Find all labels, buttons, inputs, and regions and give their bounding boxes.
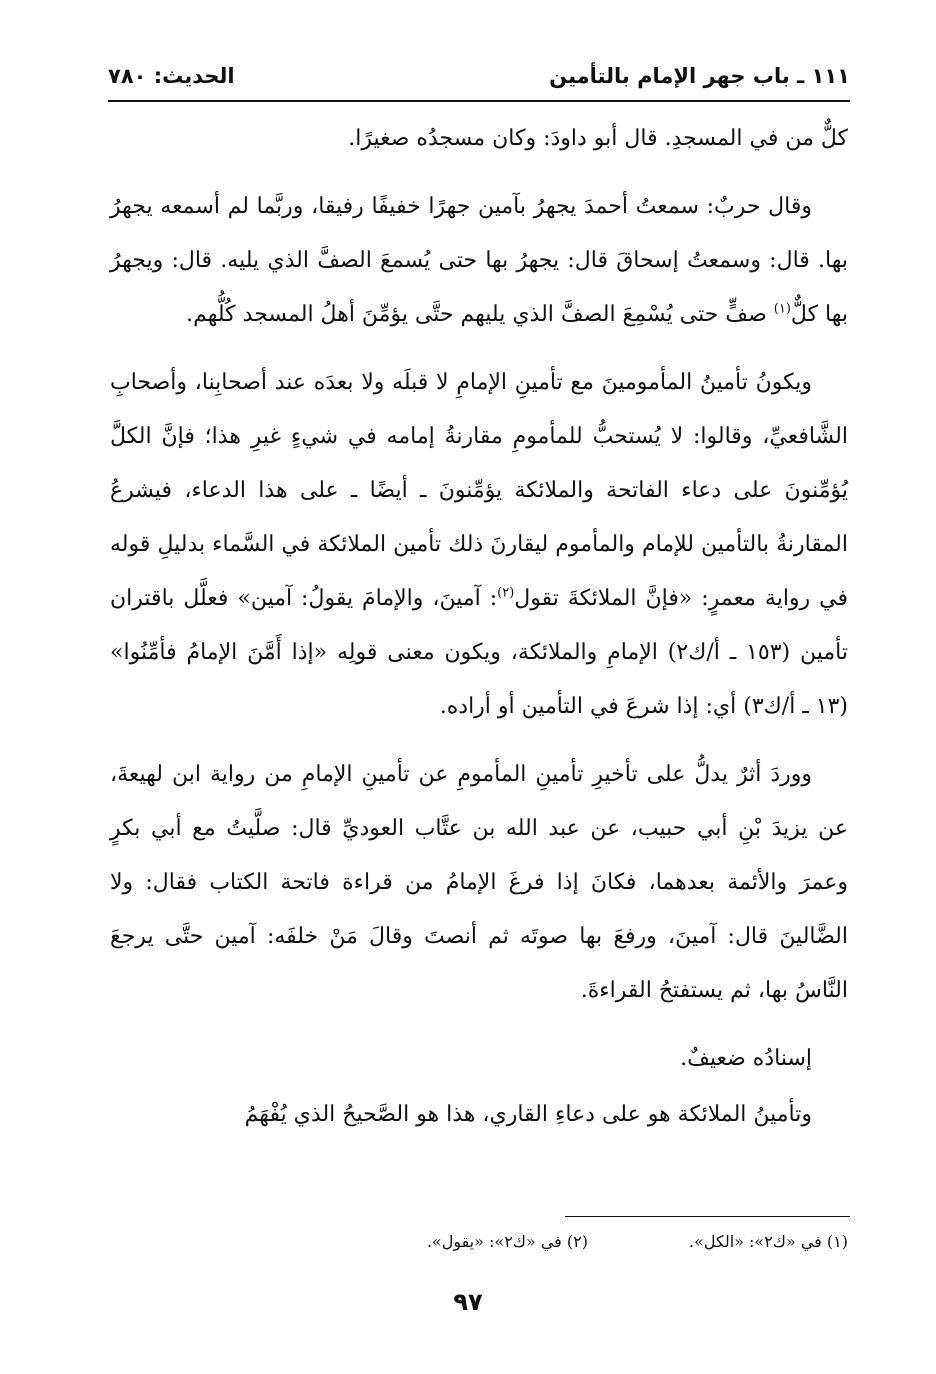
- paragraph-text: ويكونُ تأمينُ المأمومينَ مع تأمينِ الإمامِ لا قبلَه ولا بعدَه عند أصحابِنا، وأصحابِ الشَّافعيِّ، وقالوا: لا يُستحبُّ للمأمومِ مقارنةُ إمامه في شيءٍ غيرِ هذا؛ فإنَّ الكلَّ يُؤمِّنونَ على دعاء الفاتحة والملائكة يؤمِّنونَ ـ أيضًا ـ على هذا الدعاء، فيشرعُ المقارنةُ بالتأمين للإمام والمأموم ليقارنَ ذلك تأمين الملائكة في السَّماء بدليلِ قوله في رواية معمرٍ: «فإنَّ الملائكةَ تقول: [110, 370, 848, 611]
- paragraph-harb: [110, 180, 848, 342]
- footnotes: [300, 1232, 848, 1264]
- footnote-divider: [565, 1216, 850, 1217]
- chapter-title: ١١١ ـ باب جهر الإمام بالتأمين: [549, 64, 850, 88]
- paragraph-continuation: [110, 112, 848, 166]
- paragraph-text: : آمينَ، والإمامَ يقولُ: آمين» فعلَّل باقتران تأمين (١٥٣ ـ أ/ك٢) الإمامِ والملائكة، ويكون معنى قولِه «إذا أَمَّنَ الإمامُ فأمِّنُوا» (١٣ ـ أ/ك٣) أي: إذا شرعَ في التأمين أو أراده.: [110, 586, 849, 719]
- header-divider: [108, 100, 850, 102]
- footnote-1: (١) في «ك٢»: «الكل».: [688, 1232, 848, 1251]
- footnote-reference-2: (٢): [497, 585, 515, 601]
- main-text: [110, 112, 848, 1156]
- paragraph-athar: [110, 748, 848, 1018]
- paragraph-angels: [110, 1088, 848, 1142]
- paragraph-text: صفٍّ حتى يُسْمِعَ الصفَّ الذي يليهم حتَّى يؤمِّنَ أهلُ المسجد كُلُّهم.: [186, 302, 774, 327]
- paragraph-text: وقال حربٌ: سمعتُ أحمدَ يجهرُ بآمين جهرًا خفيفًا رفيقا، وربَّما لم أسمعه يجهرُ بها. قال: وسمعتُ إسحاقَ قال: يجهرُ بها حتى يُسمعَ الصفَّ الذي يليه. قال: ويجهرُ بها كلٌّ: [110, 194, 848, 327]
- paragraph-text: كلٌّ من في المسجدِ. قال أبو داودَ: وكان مسجدُه صغيرًا.: [348, 126, 848, 151]
- hadith-number: الحديث: ٧٨٠: [108, 64, 235, 88]
- paragraph-text: وتأمينُ الملائكة هو على دعاءِ القاري، هذا هو الصَّحيحُ الذي يُفْهَمُ: [244, 1102, 812, 1127]
- paragraph-text: ووردَ أثرٌ يدلُّ على تأخيرِ تأمينِ المأمومِ عن تأمينِ الإمامِ من رواية ابن لهيعةَ، عن يزيدَ بْنِ أبي حبيب، عن عبد الله بن عتَّاب العوديِّ قال: صلَّيتُ مع أبي بكرٍ وعمرَ والأئمة بعدهما، فكانَ إذا فرغَ الإمامُ من قراءة فاتحة الكتاب فقال: ولا الضَّالينَ قال: آمينَ، ورفعَ بها صوتَه ثم أنصتَ وقالَ مَنْ خلفَه: آمين حتَّى يرجعَ النَّاسُ بها، ثم يستفتحُ القراءةَ.: [110, 762, 848, 1003]
- page-number: ٩٧: [453, 1288, 483, 1316]
- running-header: [108, 58, 850, 98]
- paragraph-text: إسنادُه ضعيفٌ.: [680, 1046, 812, 1071]
- footnote-2: (٢) في «ك٢»: «يقول».: [426, 1232, 588, 1251]
- paragraph-isnad: [110, 1032, 848, 1086]
- paragraph-tamin-timing: [110, 356, 848, 734]
- footnote-reference-1: (١): [773, 301, 791, 317]
